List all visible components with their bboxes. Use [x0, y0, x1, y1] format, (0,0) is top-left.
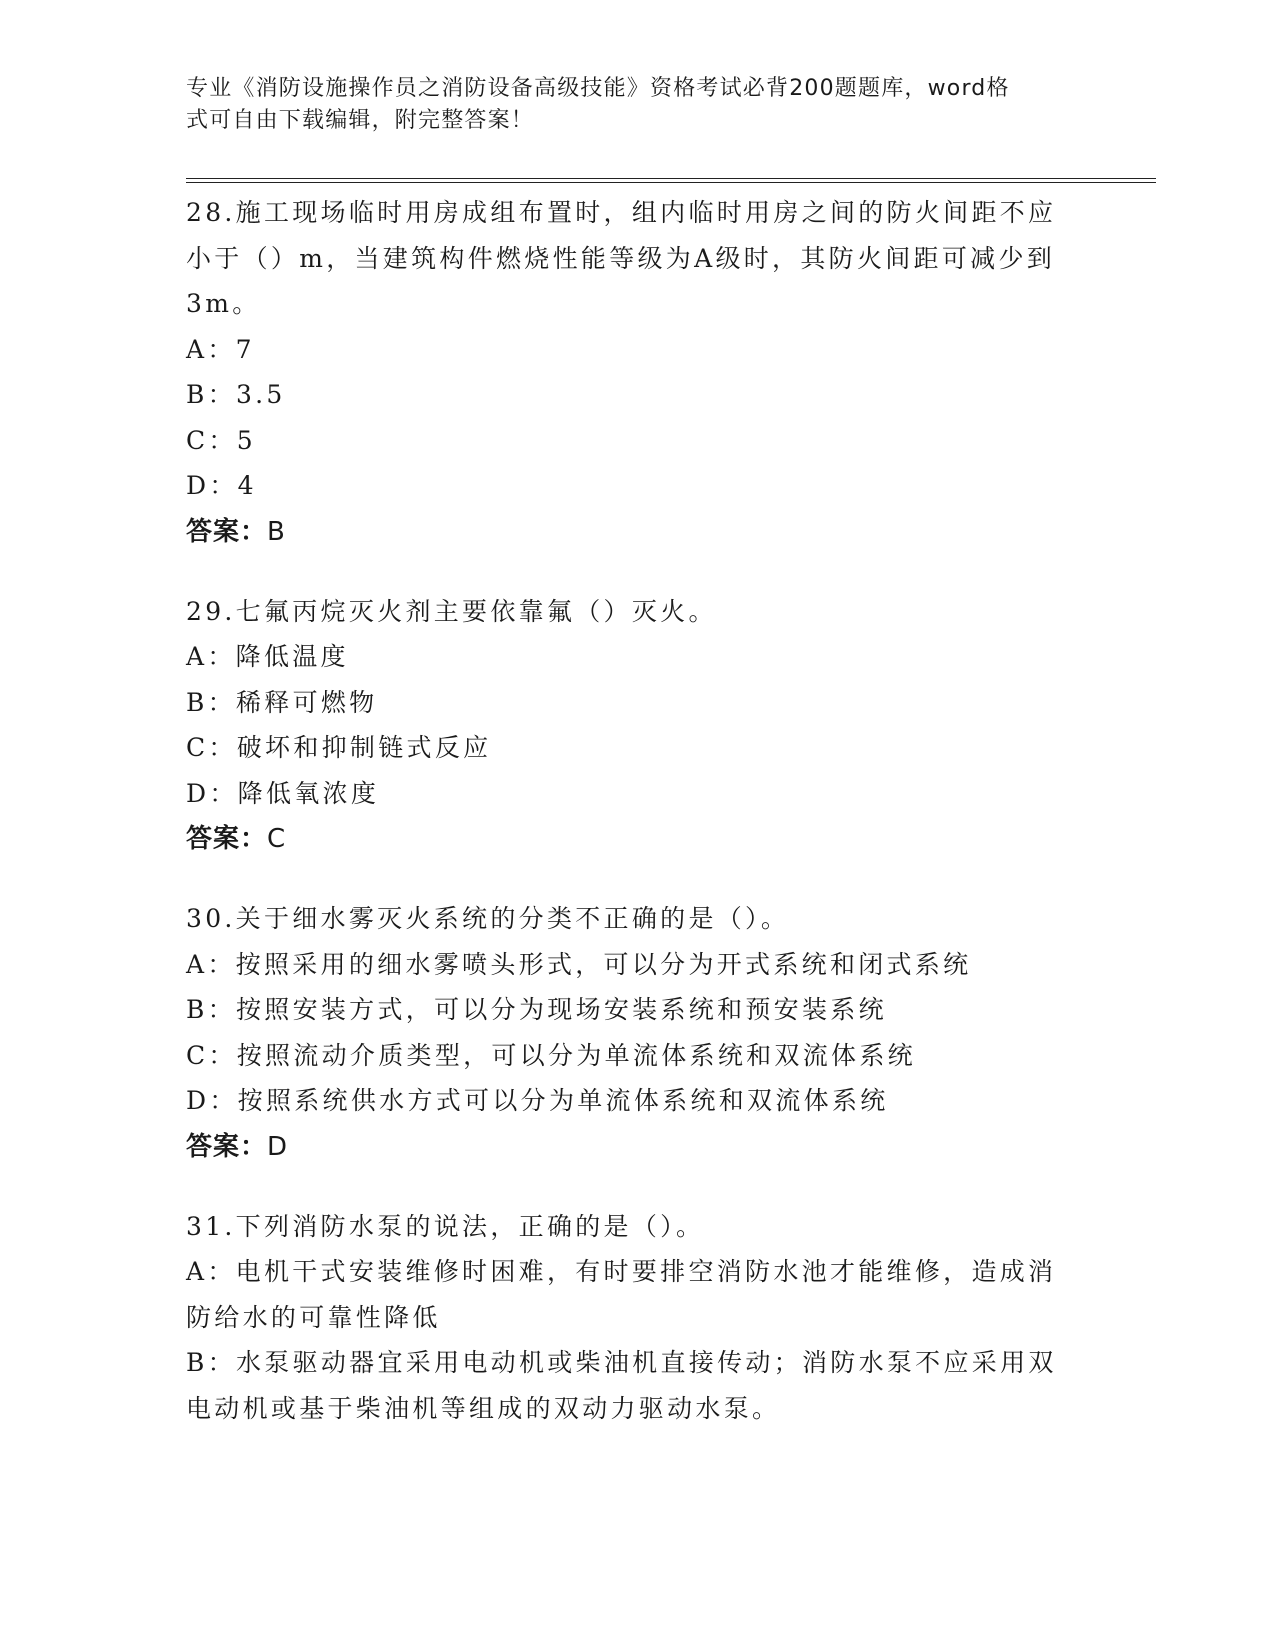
option-a: A：降低温度 [186, 642, 349, 671]
option-b: B：3.5 [186, 380, 286, 409]
option-d: D：降低氧浓度 [186, 778, 380, 808]
option-c: C：按照流动介质类型，可以分为单流体系统和双流体系统 [186, 1040, 916, 1070]
option-b: B：水泵驱动器宜采用电动机或柴油机直接传动；消防水泵不应采用双电动机或基于柴油机等组成的双动力驱动水泵。 [186, 1348, 1057, 1423]
question-stem: 30.关于细水雾灭火系统的分类不正确的是（）。 [186, 904, 790, 933]
answer-label: 答案： [186, 824, 268, 854]
question-stem: 28.施工现场临时用房成组布置时，组内临时用房之间的防火间距不应小于（）m，当建筑构件燃烧性能等级为A级时，其防火间距可减少到3m。 [186, 198, 1057, 318]
option-b: B：稀释可燃物 [186, 687, 378, 717]
option-b: B：按照安装方式，可以分为现场安装系统和预安装系统 [186, 995, 887, 1024]
answer [186, 816, 1086, 862]
question-31 [186, 1204, 1086, 1432]
question-list [186, 190, 1086, 1465]
answer-label: 答案： [186, 1131, 268, 1162]
question-29 [186, 589, 1086, 863]
question-stem: 29.七氟丙烷灭火剂主要依靠氟（）灭火。 [186, 596, 717, 626]
document-header [186, 73, 1086, 137]
header-divider [186, 178, 1156, 183]
option-d: D：按照系统供水方式可以分为单流体系统和双流体系统 [186, 1086, 889, 1115]
answer-value: B [267, 516, 286, 547]
option-a: A：7 [186, 334, 255, 364]
question-stem: 31.下列消防水泵的说法，正确的是（）。 [186, 1211, 705, 1241]
option-a: A：电机干式安装维修时困难，有时要排空消防水池才能维修，造成消防给水的可靠性降低 [186, 1257, 1057, 1332]
header-line-1: 专业《消防设施操作员之消防设备高级技能》资格考试必背200题题库，word格 [186, 76, 1010, 101]
question-30 [186, 896, 1086, 1170]
answer-label: 答案： [186, 516, 268, 547]
answer-value: C [267, 824, 287, 854]
option-c: C：破坏和抑制链式反应 [186, 733, 492, 762]
answer-value: D [267, 1131, 289, 1162]
header-line-2: 式可自由下载编辑，附完整答案！ [186, 108, 535, 133]
answer [186, 509, 1086, 555]
option-d: D：4 [186, 471, 257, 500]
option-c: C：5 [186, 425, 256, 455]
answer [186, 1124, 1086, 1170]
question-28 [186, 190, 1086, 555]
option-a: A：按照采用的细水雾喷头形式，可以分为开式系统和闭式系统 [186, 949, 972, 979]
